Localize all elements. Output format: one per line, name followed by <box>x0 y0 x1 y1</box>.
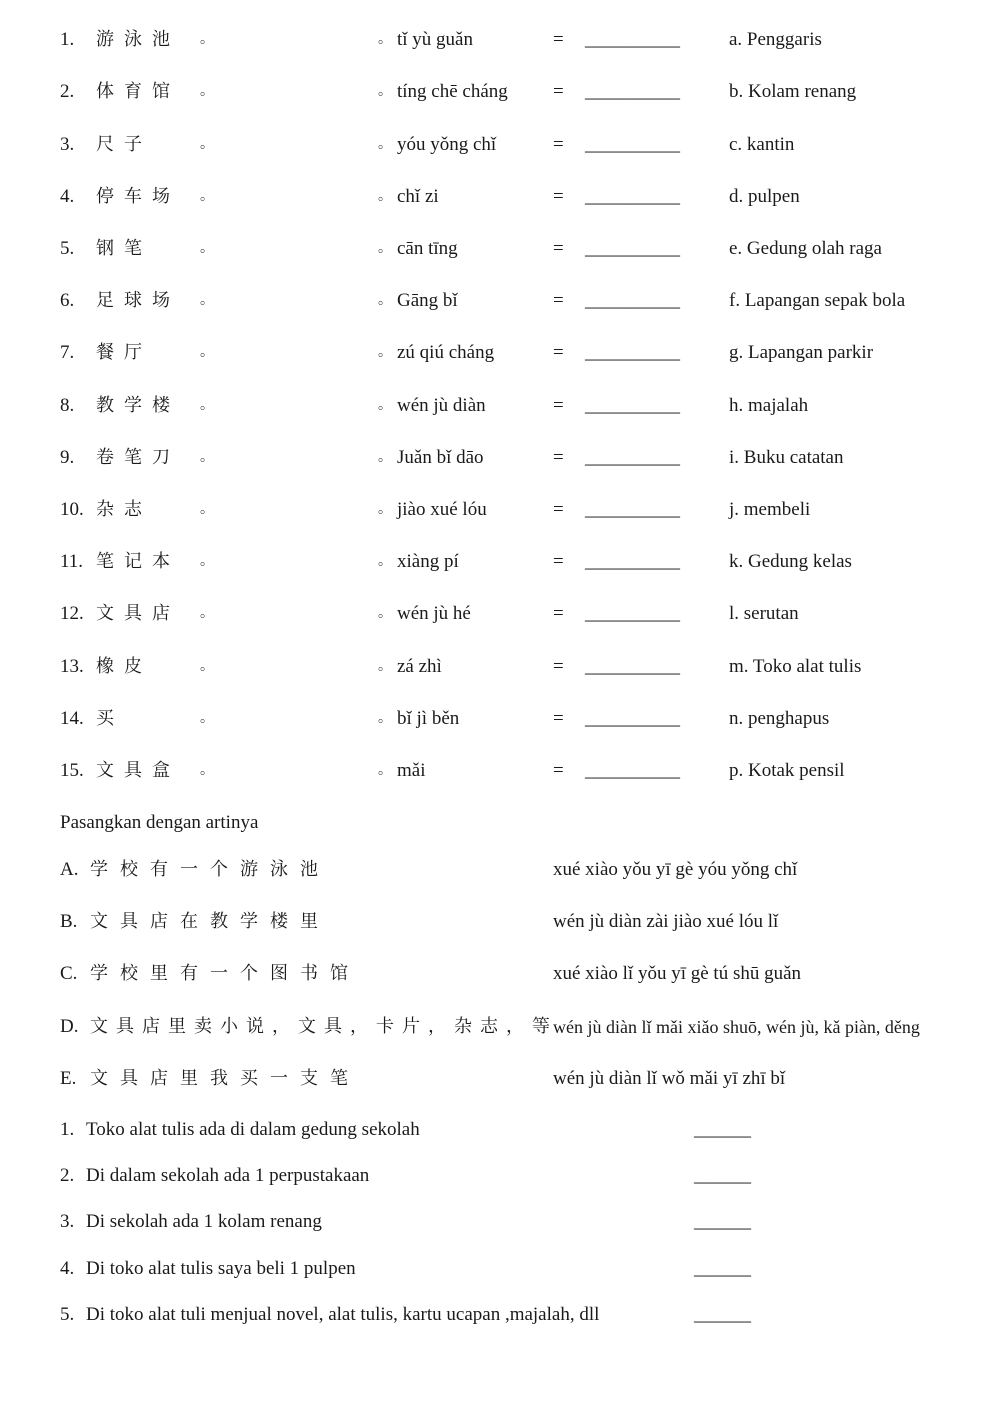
equals-sign: = <box>553 760 564 781</box>
meaning-option: c. kantin <box>729 134 795 155</box>
equals-sign: = <box>553 186 564 207</box>
translation-text: Di toko alat tulis saya beli 1 pulpen <box>86 1258 356 1279</box>
equals-sign: = <box>553 395 564 416</box>
vocab-row <box>0 443 1000 473</box>
meaning-option: b. Kolam renang <box>729 81 857 102</box>
pinyin-word: tíng chē cháng <box>397 81 508 102</box>
pinyin-word: bǐ jì běn <box>397 708 460 729</box>
section-title: Pasangkan dengan artinya <box>60 812 259 833</box>
meaning-option: n. penghapus <box>729 708 830 729</box>
hanzi-word: 体育馆 <box>96 81 180 102</box>
answer-blank[interactable]: __________ <box>585 395 680 416</box>
equals-sign: = <box>553 603 564 624</box>
equals-sign: = <box>553 134 564 155</box>
pinyin-word: zú qiú cháng <box>397 342 495 363</box>
row-number: 14. <box>60 708 84 729</box>
match-dot-right[interactable]: 。 <box>378 241 392 256</box>
answer-blank[interactable]: ______ <box>694 1211 751 1232</box>
translation-row <box>0 1300 1000 1330</box>
row-number: 13. <box>60 656 84 677</box>
answer-blank[interactable]: __________ <box>585 551 680 572</box>
answer-blank[interactable]: ______ <box>694 1119 751 1140</box>
row-number: 5. <box>60 238 75 259</box>
meaning-option: j. membeli <box>729 499 811 520</box>
row-number: 2. <box>60 81 75 102</box>
sentence-letter: C. <box>60 963 78 984</box>
meaning-option: i. Buku catatan <box>729 447 844 468</box>
answer-blank[interactable]: __________ <box>585 656 680 677</box>
meaning-option: e. Gedung olah raga <box>729 238 882 259</box>
pinyin-word: Juǎn bǐ dāo <box>397 447 484 468</box>
translation-number: 4. <box>60 1258 75 1279</box>
hanzi-word: 文具盒 <box>96 760 180 781</box>
match-dot-left[interactable]: 。 <box>200 84 214 99</box>
translation-text: Toko alat tulis ada di dalam gedung sekolah <box>86 1119 420 1140</box>
hanzi-word: 文具店 <box>96 603 180 624</box>
vocab-row <box>0 130 1000 160</box>
meaning-option: f. Lapangan sepak bola <box>729 290 906 311</box>
meaning-option: d. pulpen <box>729 186 800 207</box>
match-dot-left[interactable]: 。 <box>200 606 214 621</box>
match-dot-right[interactable]: 。 <box>378 763 392 778</box>
equals-sign: = <box>553 81 564 102</box>
equals-sign: = <box>553 290 564 311</box>
vocab-row <box>0 547 1000 577</box>
vocab-row <box>0 599 1000 629</box>
answer-blank[interactable]: __________ <box>585 186 680 207</box>
match-dot-left[interactable]: 。 <box>200 711 214 726</box>
match-dot-left[interactable]: 。 <box>200 345 214 360</box>
answer-blank[interactable]: __________ <box>585 342 680 363</box>
hanzi-word: 杂志 <box>96 499 152 520</box>
meaning-option: a. Penggaris <box>729 29 822 50</box>
match-dot-right[interactable]: 。 <box>378 293 392 308</box>
match-dot-left[interactable]: 。 <box>200 450 214 465</box>
sentence-letter: D. <box>60 1016 79 1037</box>
translation-row <box>0 1254 1000 1284</box>
translation-row <box>0 1161 1000 1191</box>
vocab-row <box>0 756 1000 786</box>
sentence-hanzi: 文具店里卖小说，文具，卡片，杂志，等 <box>90 1016 558 1037</box>
sentence-row <box>0 959 1000 989</box>
meaning-option: h. majalah <box>729 395 809 416</box>
sentence-hanzi: 学校有一个游泳池 <box>90 859 330 880</box>
translation-number: 3. <box>60 1211 75 1232</box>
row-number: 4. <box>60 186 75 207</box>
row-number: 15. <box>60 760 84 781</box>
sentence-row <box>0 1012 1000 1042</box>
match-dot-right[interactable]: 。 <box>378 554 392 569</box>
row-number: 12. <box>60 603 84 624</box>
row-number: 10. <box>60 499 84 520</box>
pinyin-word: cān tīng <box>397 238 458 259</box>
pinyin-word: xiàng pí <box>397 551 459 572</box>
equals-sign: = <box>553 29 564 50</box>
translation-number: 5. <box>60 1304 75 1325</box>
match-dot-right[interactable]: 。 <box>378 84 392 99</box>
sentence-letter: A. <box>60 859 79 880</box>
answer-blank[interactable]: ______ <box>694 1258 751 1279</box>
match-dot-left[interactable]: 。 <box>200 763 214 778</box>
translation-row <box>0 1115 1000 1145</box>
sentence-pinyin: wén jù diàn lǐ wǒ mǎi yī zhī bǐ <box>553 1068 786 1089</box>
sentence-letter: B. <box>60 911 78 932</box>
vocab-row <box>0 286 1000 316</box>
sentence-hanzi: 学校里有一个图书馆 <box>90 963 360 984</box>
hanzi-word: 笔记本 <box>96 551 180 572</box>
meaning-option: l. serutan <box>729 603 799 624</box>
answer-blank[interactable]: __________ <box>585 29 680 50</box>
hanzi-word: 橡皮 <box>96 656 152 677</box>
answer-blank[interactable]: __________ <box>585 447 680 468</box>
meaning-option: k. Gedung kelas <box>729 551 852 572</box>
hanzi-word: 教学楼 <box>96 395 180 416</box>
row-number: 9. <box>60 447 75 468</box>
hanzi-word: 游泳池 <box>96 29 180 50</box>
equals-sign: = <box>553 551 564 572</box>
translation-text: Di dalam sekolah ada 1 perpustakaan <box>86 1165 370 1186</box>
vocab-row <box>0 704 1000 734</box>
match-dot-right[interactable]: 。 <box>378 189 392 204</box>
match-dot-right[interactable]: 。 <box>378 137 392 152</box>
pinyin-word: yóu yǒng chǐ <box>397 134 497 155</box>
match-dot-right[interactable]: 。 <box>378 659 392 674</box>
vocab-row <box>0 391 1000 421</box>
vocab-row <box>0 338 1000 368</box>
sentence-letter: E. <box>60 1068 77 1089</box>
translation-row <box>0 1207 1000 1237</box>
match-dot-left[interactable]: 。 <box>200 659 214 674</box>
match-dot-left[interactable]: 。 <box>200 554 214 569</box>
row-number: 3. <box>60 134 75 155</box>
hanzi-word: 钢笔 <box>96 238 152 259</box>
equals-sign: = <box>553 708 564 729</box>
translation-text: Di sekolah ada 1 kolam renang <box>86 1211 322 1232</box>
answer-blank[interactable]: __________ <box>585 499 680 520</box>
match-dot-right[interactable]: 。 <box>378 606 392 621</box>
hanzi-word: 卷笔刀 <box>96 447 180 468</box>
translation-number: 2. <box>60 1165 75 1186</box>
vocab-row <box>0 652 1000 682</box>
answer-blank[interactable]: __________ <box>585 290 680 311</box>
meaning-option: p. Kotak pensil <box>729 760 845 781</box>
translation-text: Di toko alat tuli menjual novel, alat tulis, kartu ucapan ,majalah, dll <box>86 1304 600 1325</box>
vocab-row <box>0 234 1000 264</box>
vocab-row <box>0 77 1000 107</box>
hanzi-word: 停车场 <box>96 186 180 207</box>
match-dot-left[interactable]: 。 <box>200 32 214 47</box>
match-dot-right[interactable]: 。 <box>378 32 392 47</box>
answer-blank[interactable]: __________ <box>585 238 680 259</box>
row-number: 7. <box>60 342 75 363</box>
pinyin-word: wén jù diàn <box>397 395 486 416</box>
answer-blank[interactable]: ______ <box>694 1165 751 1186</box>
row-number: 1. <box>60 29 75 50</box>
sentence-row <box>0 1064 1000 1094</box>
match-dot-right[interactable]: 。 <box>378 450 392 465</box>
answer-blank[interactable]: __________ <box>585 603 680 624</box>
pinyin-word: chǐ zi <box>397 186 439 207</box>
vocab-row <box>0 495 1000 525</box>
pinyin-word: Gāng bǐ <box>397 290 458 311</box>
equals-sign: = <box>553 447 564 468</box>
equals-sign: = <box>553 342 564 363</box>
meaning-option: g. Lapangan parkir <box>729 342 874 363</box>
match-dot-right[interactable]: 。 <box>378 711 392 726</box>
match-dot-left[interactable]: 。 <box>200 137 214 152</box>
sentence-pinyin: xué xiào lǐ yǒu yī gè tú shū guǎn <box>553 963 802 984</box>
match-dot-right[interactable]: 。 <box>378 345 392 360</box>
sentence-row <box>0 855 1000 885</box>
hanzi-word: 买 <box>96 708 124 729</box>
match-dot-right[interactable]: 。 <box>378 502 392 517</box>
equals-sign: = <box>553 656 564 677</box>
sentence-row <box>0 907 1000 937</box>
sentence-pinyin: wén jù diàn zài jiào xué lóu lǐ <box>553 911 779 932</box>
match-dot-left[interactable]: 。 <box>200 502 214 517</box>
answer-blank[interactable]: __________ <box>585 760 680 781</box>
vocab-row <box>0 182 1000 212</box>
row-number: 6. <box>60 290 75 311</box>
answer-blank[interactable]: __________ <box>585 134 680 155</box>
pinyin-word: wén jù hé <box>397 603 471 624</box>
answer-blank[interactable]: __________ <box>585 81 680 102</box>
pinyin-word: jiào xué lóu <box>397 499 487 520</box>
pinyin-word: mǎi <box>397 760 426 781</box>
match-dot-right[interactable]: 。 <box>378 398 392 413</box>
meaning-option: m. Toko alat tulis <box>729 656 862 677</box>
sentence-pinyin: xué xiào yǒu yī gè yóu yǒng chǐ <box>553 859 798 880</box>
hanzi-word: 尺子 <box>96 134 152 155</box>
hanzi-word: 餐厅 <box>96 342 152 363</box>
pinyin-word: zá zhì <box>397 656 442 677</box>
pinyin-word: tǐ yù guǎn <box>397 29 473 50</box>
equals-sign: = <box>553 238 564 259</box>
match-dot-left[interactable]: 。 <box>200 241 214 256</box>
vocab-row <box>0 25 1000 55</box>
sentence-pinyin: wén jù diàn lǐ mǎi xiǎo shuō, wén jù, kǎ piàn, děng <box>553 1017 920 1037</box>
match-dot-left[interactable]: 。 <box>200 293 214 308</box>
equals-sign: = <box>553 499 564 520</box>
sentence-hanzi: 文具店里我买一支笔 <box>90 1068 360 1089</box>
answer-blank[interactable]: ______ <box>694 1304 751 1325</box>
hanzi-word: 足球场 <box>96 290 180 311</box>
translation-number: 1. <box>60 1119 75 1140</box>
answer-blank[interactable]: __________ <box>585 708 680 729</box>
match-dot-left[interactable]: 。 <box>200 189 214 204</box>
sentence-hanzi: 文具店在教学楼里 <box>90 911 330 932</box>
match-dot-left[interactable]: 。 <box>200 398 214 413</box>
row-number: 8. <box>60 395 75 416</box>
row-number: 11. <box>60 551 84 572</box>
